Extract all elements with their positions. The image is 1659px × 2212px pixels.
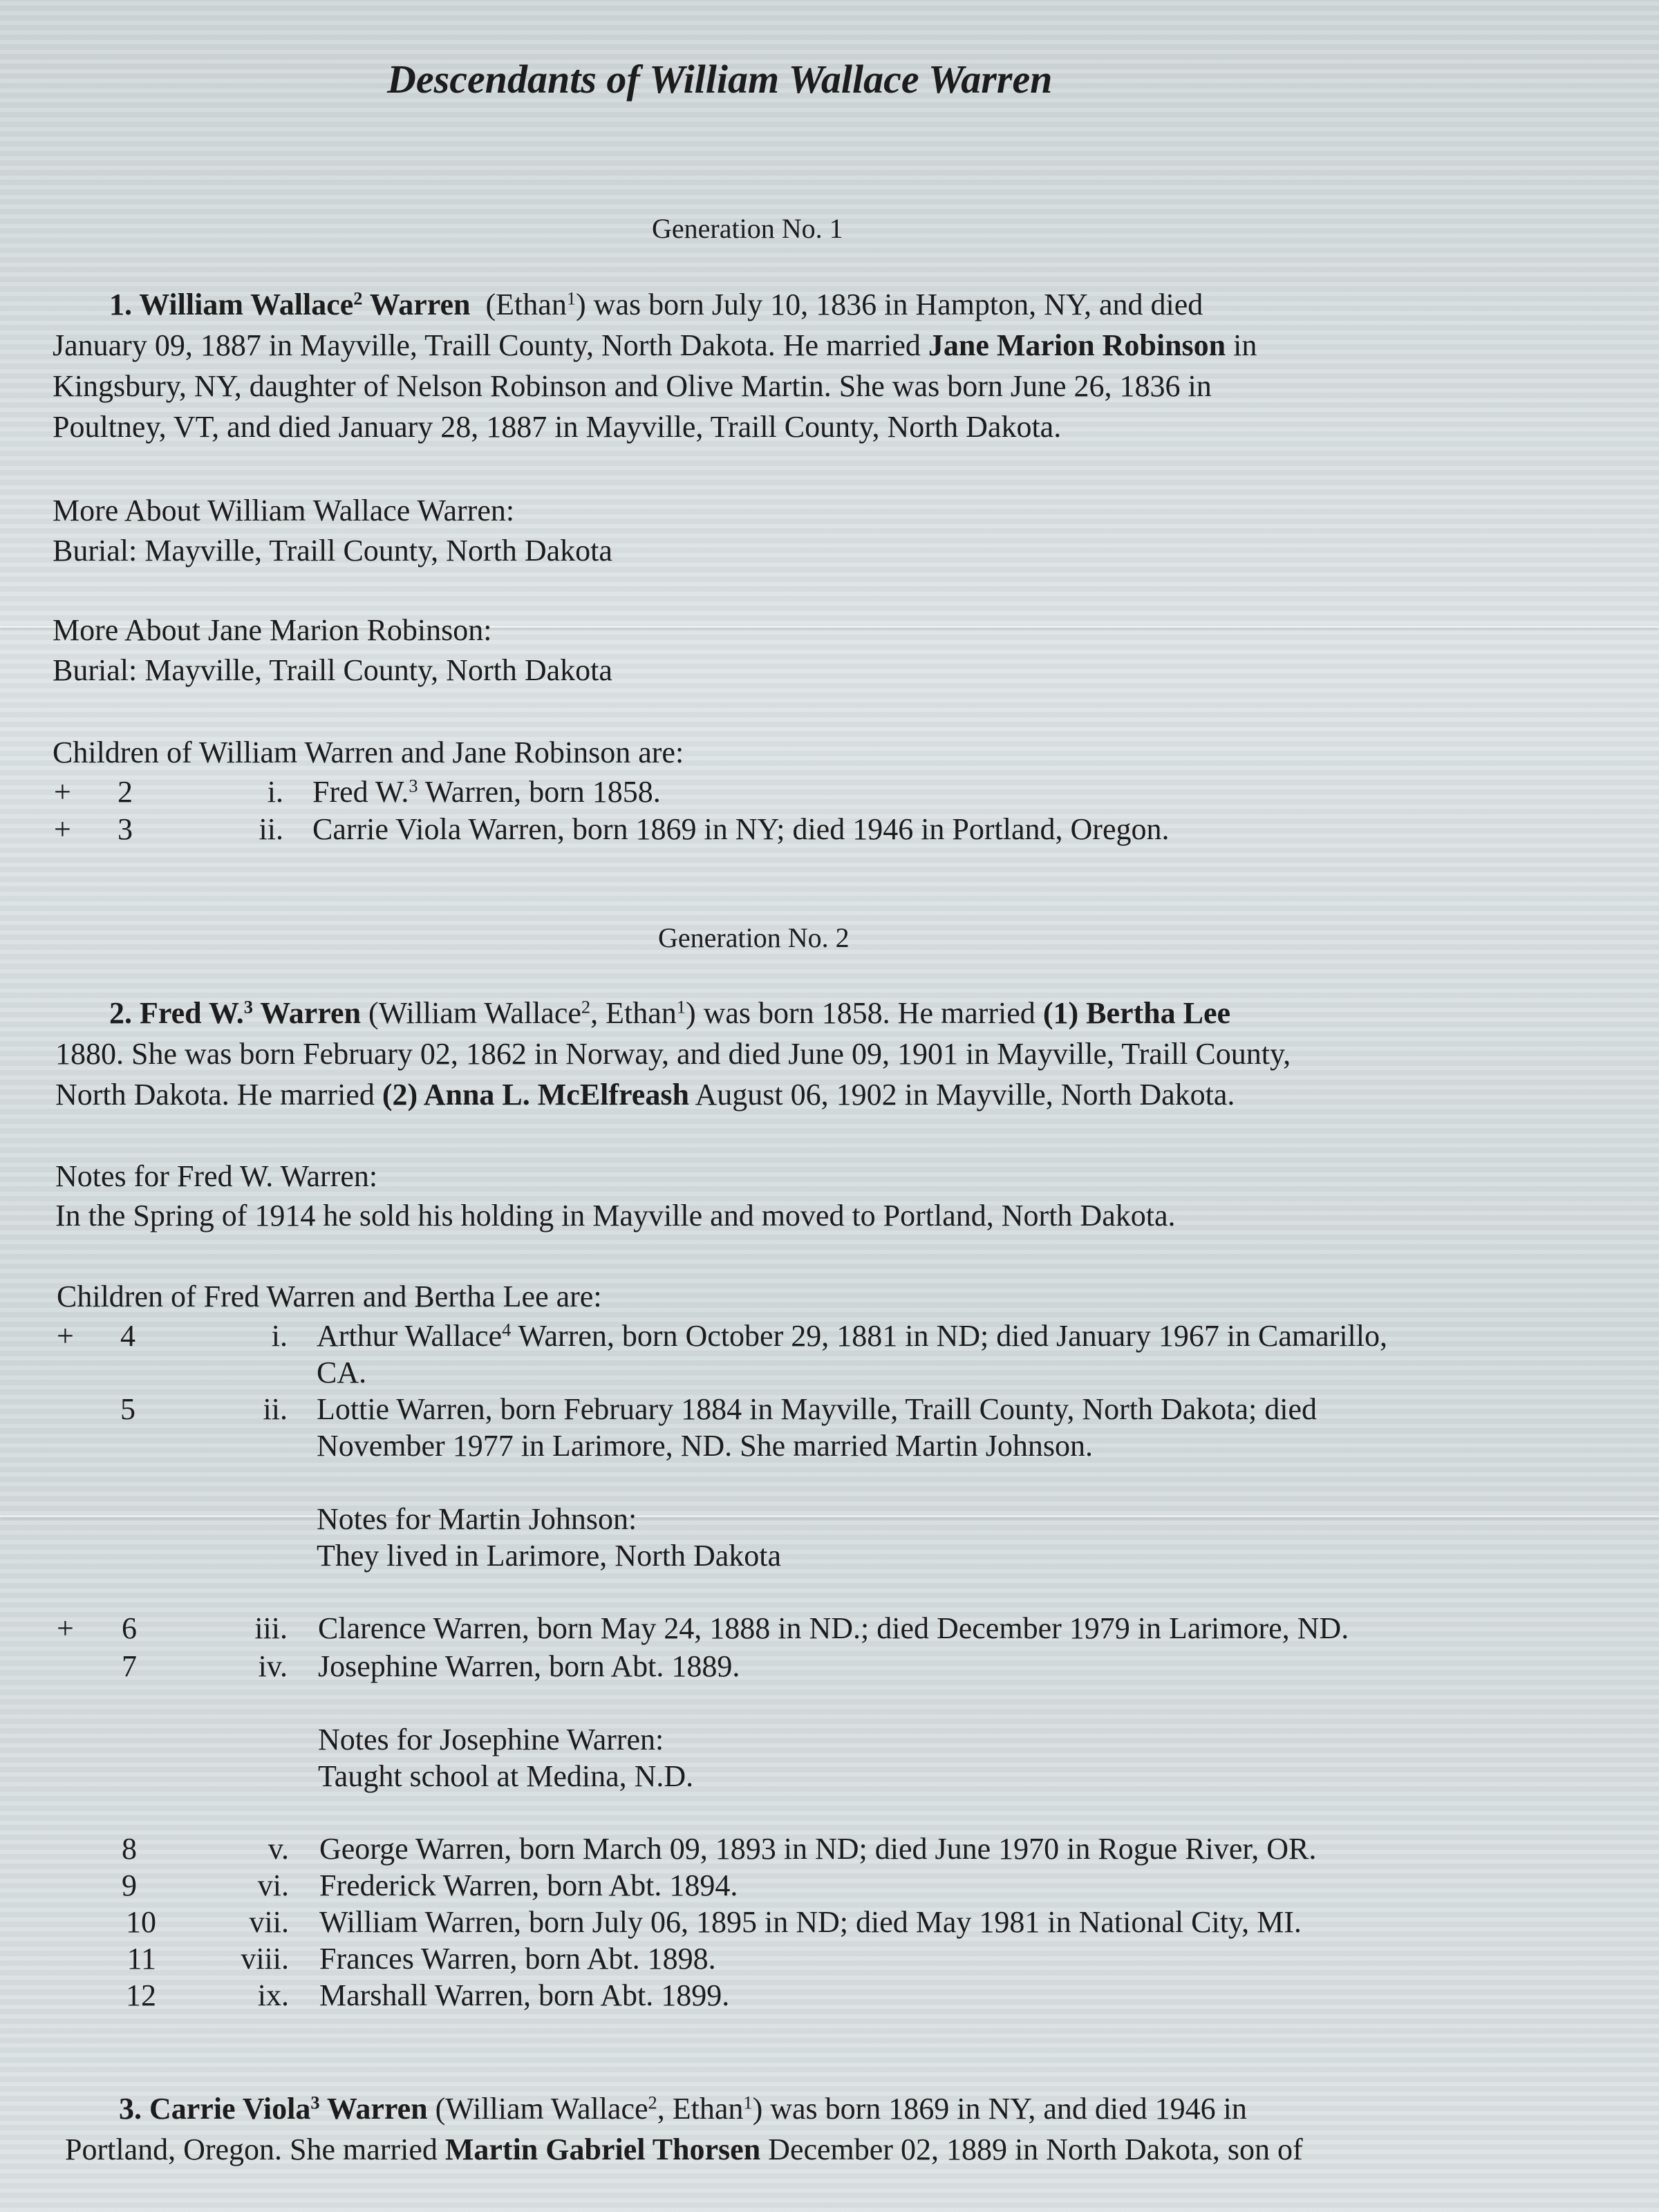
notes-josephine-line: Taught school at Medina, N.D. xyxy=(318,1759,694,1793)
child-text: Arthur Wallace$^4$ Warren, born October 29, 1881 in ND; died January 1967 in Camarillo, xyxy=(317,1319,1388,1353)
child-text: George Warren, born March 09, 1893 in ND; died June 1970 in Rogue River, OR. xyxy=(319,1832,1317,1866)
child-number: 3 xyxy=(118,812,133,846)
child-text-continued: November 1977 in Larimore, ND. She married Martin Johnson. xyxy=(317,1429,1093,1463)
children-gen2-title: Children of Fred Warren and Bertha Lee are: xyxy=(57,1280,602,1313)
child-plus-marker: + xyxy=(57,1319,74,1353)
about-william-title: More About William Wallace Warren: xyxy=(53,494,515,527)
entry-3-line-2: Portland, Oregon. She married Martin Gabriel Thorsen December 02, 1889 in North Dakota, son of xyxy=(65,2133,1303,2166)
about-jane-burial: Burial: Mayville, Traill County, North Dakota xyxy=(53,653,612,687)
child-text: Frances Warren, born Abt. 1898. xyxy=(319,1942,716,1976)
child-number: 2 xyxy=(118,775,133,809)
child-text: Marshall Warren, born Abt. 1899. xyxy=(319,1978,730,2012)
child-plus-marker: + xyxy=(54,775,71,809)
generation-1-heading: Generation No. 1 xyxy=(652,213,843,244)
child-number: 6 xyxy=(122,1611,137,1645)
child-number: 9 xyxy=(122,1868,137,1902)
child-text: Carrie Viola Warren, born 1869 in NY; died 1946 in Portland, Oregon. xyxy=(312,812,1170,846)
generation-2-heading: Generation No. 2 xyxy=(658,922,850,953)
entry-2-line-2: 1880. She was born February 02, 1862 in Norway, and died June 09, 1901 in Mayville, Traill County, xyxy=(55,1037,1291,1071)
about-jane-title: More About Jane Marion Robinson: xyxy=(53,613,492,647)
child-number: 12 xyxy=(126,1978,156,2012)
child-roman: ii. xyxy=(259,812,283,846)
child-roman: vi. xyxy=(257,1868,289,1902)
child-number: 5 xyxy=(120,1392,135,1426)
child-text: Clarence Warren, born May 24, 1888 in ND.; died December 1979 in Larimore, ND. xyxy=(318,1611,1349,1645)
document-title: Descendants of William Wallace Warren xyxy=(387,57,1053,102)
child-text: William Warren, born July 06, 1895 in ND; died May 1981 in National City, MI. xyxy=(319,1905,1302,1939)
child-text: Lottie Warren, born February 1884 in Mayville, Traill County, North Dakota; died xyxy=(317,1392,1318,1426)
child-roman: v. xyxy=(268,1832,289,1866)
entry-1-line-3: Kingsbury, NY, daughter of Nelson Robinson and Olive Martin. She was born June 26, 1836 in xyxy=(53,369,1212,403)
child-number: 7 xyxy=(122,1649,137,1683)
entry-2-line-3: North Dakota. He married (2) Anna L. McElfreash August 06, 1902 in Mayville, North Dakota. xyxy=(55,1078,1235,1112)
notes-fred-line: In the Spring of 1914 he sold his holding in Mayville and moved to Portland, North Dakota. xyxy=(55,1199,1176,1232)
notes-martin-line: They lived in Larimore, North Dakota xyxy=(317,1539,782,1573)
about-william-burial: Burial: Mayville, Traill County, North Dakota xyxy=(53,534,612,568)
child-text-continued: CA. xyxy=(317,1356,367,1389)
child-roman: iv. xyxy=(258,1649,288,1683)
entry-1-line-1: 1. William Wallace$^2$ Warren (Ethan$^1$) was born July 10, 1836 in Hampton, NY, and died xyxy=(109,288,1203,321)
child-number: 11 xyxy=(126,1942,156,1976)
notes-fred-title: Notes for Fred W. Warren: xyxy=(55,1159,378,1193)
child-plus-marker: + xyxy=(54,812,71,846)
paper-fold xyxy=(0,1515,1659,1517)
entry-3-line-1: 3. Carrie Viola$^3$ Warren (William Wallace$^2$, Ethan$^1$) was born 1869 in NY, and died 1946 in xyxy=(119,2092,1247,2126)
child-number: 8 xyxy=(122,1832,137,1866)
entry-2-line-1: 2. Fred W.$^3$ Warren (William Wallace$^2$, Ethan$^1$) was born 1858. He married (1) Bertha Lee xyxy=(109,996,1231,1030)
child-roman: i. xyxy=(267,775,283,809)
notes-martin-title: Notes for Martin Johnson: xyxy=(317,1502,637,1536)
child-plus-marker: + xyxy=(57,1611,74,1645)
children-gen1-title: Children of William Warren and Jane Robinson are: xyxy=(53,735,684,769)
child-roman: i. xyxy=(271,1319,288,1353)
child-roman: viii. xyxy=(241,1942,289,1976)
child-roman: iii. xyxy=(254,1611,288,1645)
entry-1-line-2: January 09, 1887 in Mayville, Traill County, North Dakota. He married Jane Marion Robinson in xyxy=(53,328,1257,362)
child-number: 4 xyxy=(120,1319,135,1353)
child-number: 10 xyxy=(126,1905,156,1939)
child-roman: vii. xyxy=(249,1905,289,1939)
entry-1-line-4: Poultney, VT, and died January 28, 1887 in Mayville, Traill County, North Dakota. xyxy=(53,410,1062,444)
notes-josephine-title: Notes for Josephine Warren: xyxy=(318,1723,664,1756)
child-text: Fred W.$^3$ Warren, born 1858. xyxy=(312,775,661,809)
child-roman: ii. xyxy=(263,1392,288,1426)
child-text: Josephine Warren, born Abt. 1889. xyxy=(318,1649,740,1683)
child-roman: ix. xyxy=(257,1978,289,2012)
child-text: Frederick Warren, born Abt. 1894. xyxy=(319,1868,738,1902)
